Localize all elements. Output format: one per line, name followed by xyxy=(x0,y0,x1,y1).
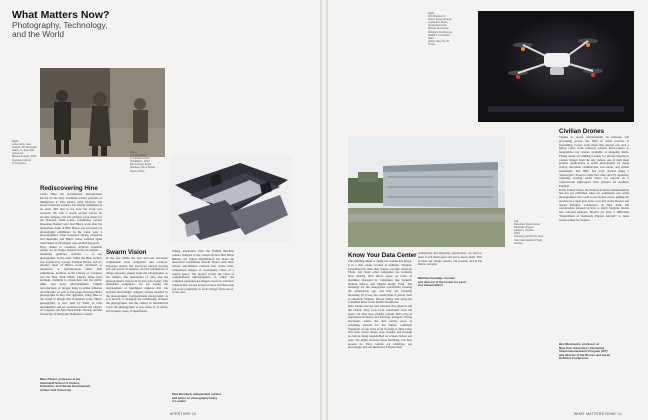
right-page xyxy=(328,0,648,420)
subtitle-line-2: and the World xyxy=(12,29,64,40)
datacenter-caption: Left: Facebook Data Center, Prineville Oregon Ashburn, Virginia 2013 Courtesy Center for Land Use Interpretation Photo Archive xyxy=(514,220,544,245)
drone-caption: Right: DJI Phantom 3 Vision flying camera, a phantom drone presented at the Drones and Aerial Robotics Conference (DARC) in October 2013 Arthur Gary for NY Times xyxy=(428,12,453,46)
hine-caption: Right: Lewis Hine, Sea Joseph, 18, Rescued Volley Jr., Ayer Mill, Lawrence, Massachusetts, 1911 Courtesy Library of Congress xyxy=(12,140,37,165)
hine-body: Lewis Hine, the documentary photographer known for his early twentieth-century portraits of immigrants at Ellis Island, child laborers, and heroic industrial workers, has finally triumphed as an artist. But that is not how his work was received. He was a social worker before he became famous, and his pictures were made for the National Child Labor Committee; curator Roseanne Neuhof says that Hine's work after his mysterious death at Hull House was recovered as photography exhibition. In the same year, a photographer's value increased among collectors and museums, and Hine's career suffered again when much of his images were printed forgotten. Now, thanks to countless archives available online, we no longer depend on the art market — museums, galleries, auctions — to see photographs. In the early 1900s the Hine archive was acquired by George Eastman House, and for decades most of Hine's works circulated as references or reproductions rather than exhibitions. Archives at the Library of Congress and the New York Public Library make their holdings available to researchers and the public alike, and press advertisements, Digital reproductions of images hung in online galleries and libraries, as well as full pages showing Hine's photographs as they first appeared, bring Hine to the world of images that flourished today. Hine's photography is now seen by many as both documentary and art. Archives include the Library of Congress, the New York Public Library, and the University of Maryland, Baltimore County. xyxy=(40,193,102,316)
datacenter-body-col1: This building might or might not contain this image. It is a data center, located in Ashburn, Virginia, surrounded by other data centers. Google, Amazon, Flickr, and many other companies are residents here, sharing hard drives space on racks of machines managed by companies like Equinix, DuPont Fabros, and Digital Realty Trust. The buildings are the anonymous architecture housing the information age, and they are currently blooming all across the countryside in places such as suburban Virginia, Silicon Valley, and along the Columbia River in the Pacific Northwest. Data centers are the axis between the physical and the virtual. They look from abandoned from the street, but what they actually contain, their price of negotiated exclusion and intensely energetic, lifting electronic, where, the data centers serve as switching stations for the digital, combined fragments of our lives from flowing to fiber tubes and radio waves under, over, around, and through us, before being reassembled on screens before our eyes. We might increase these buildings, but they present us. They contain our identities, our knowledge, and our memories. Despite their xyxy=(348,260,412,350)
swarm-heading: Swarm Vision xyxy=(106,249,147,256)
esper-caption: Below: X-R simulation of Caravel-Vision Installation, 2012 All Courtesy Esper (Dataset, Mere Piston Denny Park) xyxy=(130,151,156,173)
swarm-vision-image xyxy=(170,155,292,242)
datacenter-photograph xyxy=(348,136,505,247)
swarm-signature: Paul Brombell, independent curator and writer on photography living in London xyxy=(172,392,221,403)
swarm-vision-art xyxy=(170,155,292,242)
swarm-body-col2: Taking inspiration from the ESPER Machine camera featured in the science-fiction film Blade Runner, the culture KigWildLab has made the interactive installation Swarm Vision with three robotic surveillance cameras that create time-compressed images of overlapping views of a central space. The project recalls the ideas of computational photographers, in which the computer generates the images. Soon we will have cameras that can see around corners and those that can work completely to focus images from out-of-focus ones. xyxy=(172,250,234,295)
book-gutter xyxy=(320,0,328,420)
subtitle-line-1: Photography, Technology, xyxy=(12,20,108,30)
footer-left: APERTURE 10 xyxy=(170,412,197,416)
footer-right: WHAT MATTERS NOW? 11 xyxy=(574,412,623,416)
drones-heading: Civilian Drones xyxy=(559,128,605,135)
hine-signature: Mary Panzer, professor at the Steinhardt School of Culture, Education, and Human Development at New York University xyxy=(40,377,91,392)
hine-photo-art xyxy=(40,68,165,157)
page-subtitle xyxy=(12,21,107,39)
hine-photograph xyxy=(40,68,165,157)
left-page xyxy=(0,0,320,420)
drones-body: Thanks to recent advancements in software and processing power, the field of aerial robotics is flourishing. Lower costs mean that anyone can own a flying robot, from remotely piloted microcopters to inexpensive toy drones available at shopping malls. Flying robots are making it easier for private citizens to capture images from the sky; indeed, one of their most popular applications is aerial photography by many videos, television commercials, real estate, and citizen journalism. The BBC has even started using a "hexacopter" drone for their live video and TV reporting, capturing soaring aerial views for reports on a controversial high-speed train planned for northern England. In the United States, the Federal Aviation Administration has not yet published rules for journalism and aerial photographers who want to use flying robots, putting the practice in a legal gray zone. Last fall, at the Drones and Aerial Robotics Conference in New York, the conversation focused on how to safely integrate drones into national airspace. Should we have a DMV-like "Department of Remotely Piloted Aircraft" to issue license plates for drones? xyxy=(559,136,629,222)
drone-photograph xyxy=(478,11,634,122)
datacenter-signature: Matthew Coolidge, founder and director of the Center for Land Use Interpretation xyxy=(418,276,466,287)
drone-photo-art xyxy=(478,11,634,122)
swarm-body-col1: In the late 2000s the first low-cost electronic components were integrated into cameras. Exposure meters and autofocus sensors became part and parcel of cameras, and the calculations of image exposure passed from the photographer to the camera. The automation of jobs, and the photographer's choices in recent years, faster, with embedded computers, we are seeing the development of intelligent cameras that can perform increasingly complex actions unaided by the photographer. Computational photography, as it is known, is changing the relationship between the photographer and the camera in fundamental ways: the photographer is now more of an editor, and in many cases, is superfluous. xyxy=(106,257,168,313)
datacenter-body-col2: anonymous and imposing appearances, we need to learn to tell them apart and get to know them. This is what our culture resides, our present, and in the future, our past. xyxy=(418,252,482,267)
page-title: What Matters Now? xyxy=(12,9,110,21)
datacenter-photo-art xyxy=(348,136,505,247)
hine-heading: Rediscovering Hine xyxy=(40,185,98,192)
datacenter-heading: Know Your Data Center xyxy=(348,252,417,259)
drones-signature: Ben Woolsenks, professor at New York University's Interactive Telecommunications Program (ITP) and director of the Drones and Aerial Robotics Conference xyxy=(559,342,610,360)
